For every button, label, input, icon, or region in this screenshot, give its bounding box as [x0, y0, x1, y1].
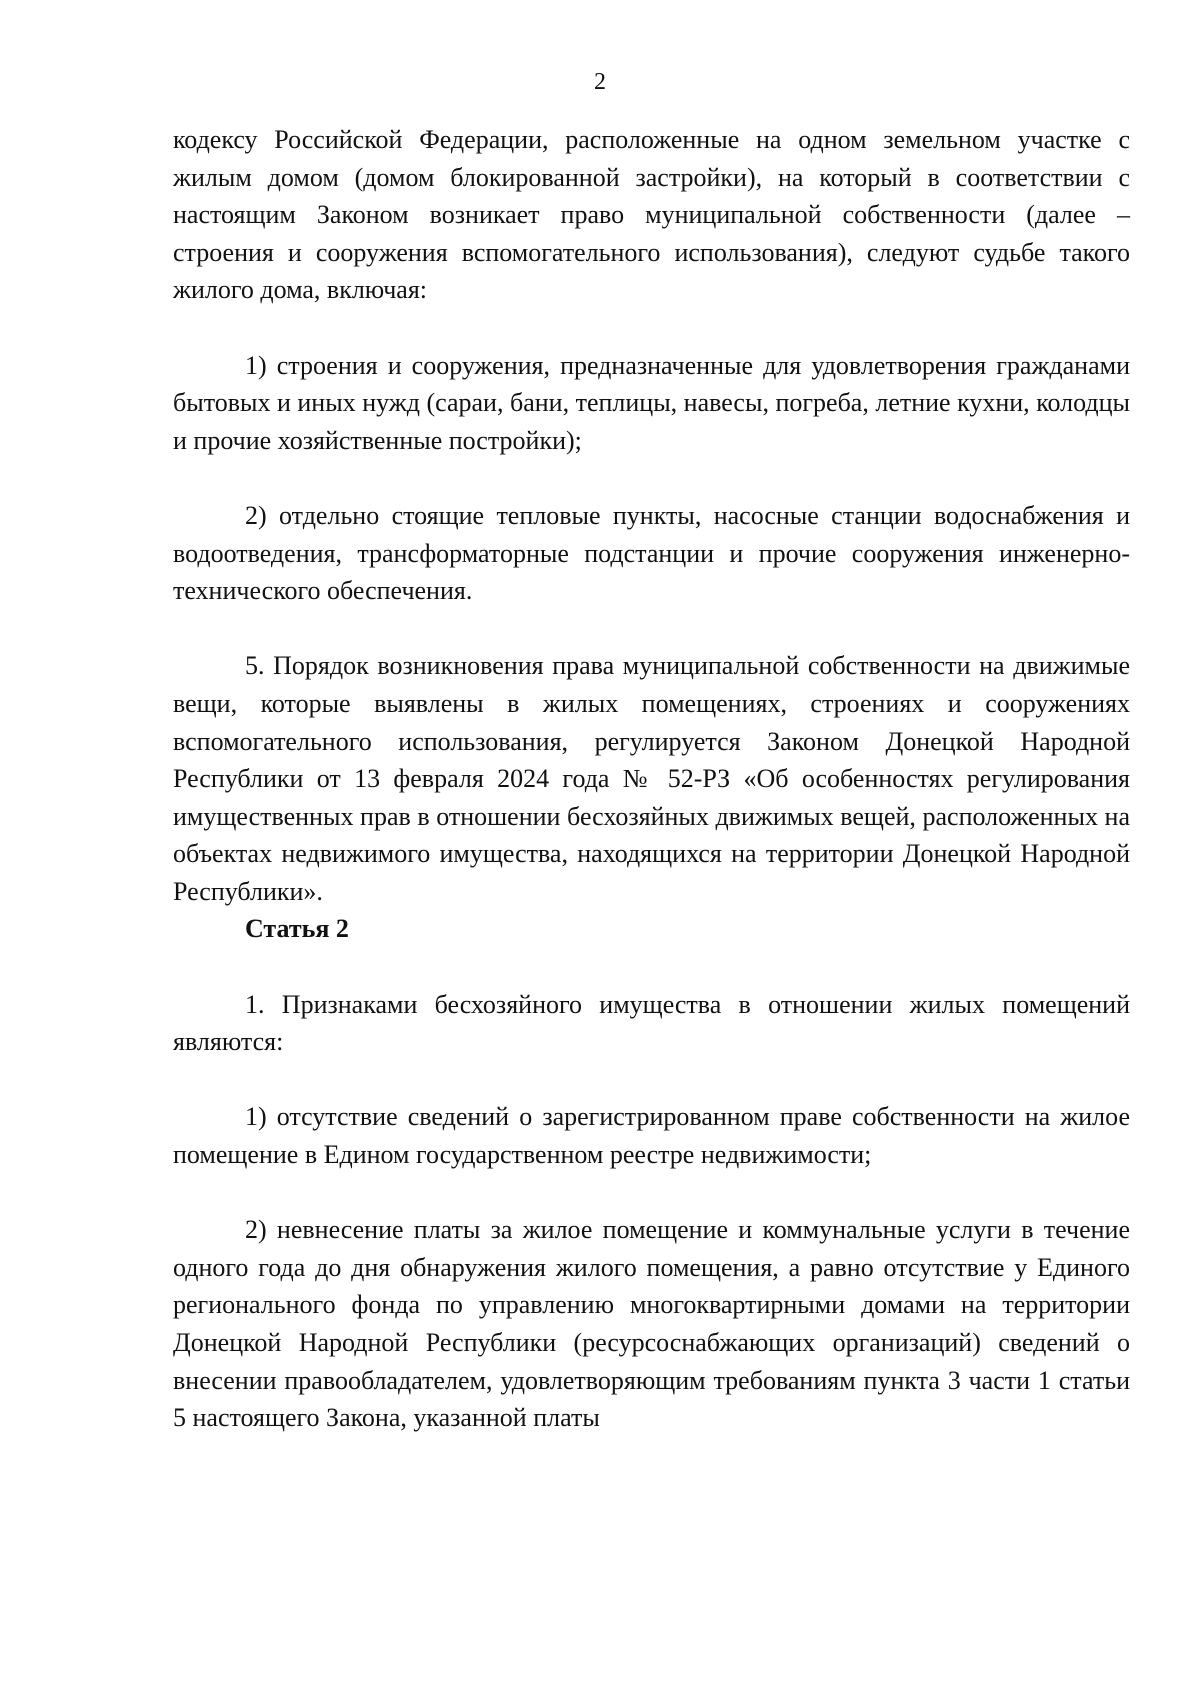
list-item-2-non-payment: 2) невнесение платы за жилое помещение и коммунальные услуги в течение одного года до дня обнаружения жилого помещения, а равно отсутствие у Единого регионального фонда по управлению многоквартирными домами на территории Донецкой Народной Республики (ресурсоснабжающих организаций) сведений о внесении правообладателем, удовлетворяющим требованиям пункта 3 части 1 статьи 5 настоящего Закона, указанной платы — [173, 1215, 1130, 1433]
list-item-2-engineering: 2) отдельно стоящие тепловые пункты, насосные станции водоснабжения и водоотведения, трансформаторные подстанции и прочие сооружения инженерно-технического обеспечения. — [173, 500, 1130, 606]
list-item-1-buildings: 1) строения и сооружения, предназначенные для удовлетворения гражданами бытовых и иных нужд (сараи, бани, теплицы, навесы, погреба, летние кухни, колодцы и прочие хозяйственные постройки); — [173, 350, 1130, 455]
paragraph-continuation: кодексу Российской Федерации, расположенные на одном земельном участке с жилым домом (домом блокированной застройки), на который в соответствии с настоящим Законом возникает право муниципальной собственности (далее – строения и сооружения вспомогательного использования), следуют судьбе такого жилого дома, включая: — [173, 125, 1130, 305]
list-item-1-no-registration: 1) отсутствие сведений о зарегистрированном праве собственности на жилое помещение в Едином государственном реестре недвижимости; — [173, 1102, 1130, 1170]
article-heading: Статья 2 — [245, 914, 349, 944]
paragraph-article-2-item-1: 1. Признаками бесхозяйного имущества в отношении жилых помещений являются: — [173, 989, 1130, 1057]
document-body — [173, 121, 1130, 1437]
paragraph-item-5: 5. Порядок возникновения права муниципальной собственности на движимые вещи, которые выявлены в жилых помещениях, строениях и сооружениях вспомогательного использования, регулируется Законом Донецкой Народной Республики от 13 февраля 2024 года № 52-РЗ «Об особенностях регулирования имущественных прав в отношении бесхозяйных движимых вещей, расположенных на объектах недвижимого имущества, находящихся на территории Донецкой Народной Республики». — [173, 651, 1130, 906]
page-number: 2 — [594, 69, 606, 95]
